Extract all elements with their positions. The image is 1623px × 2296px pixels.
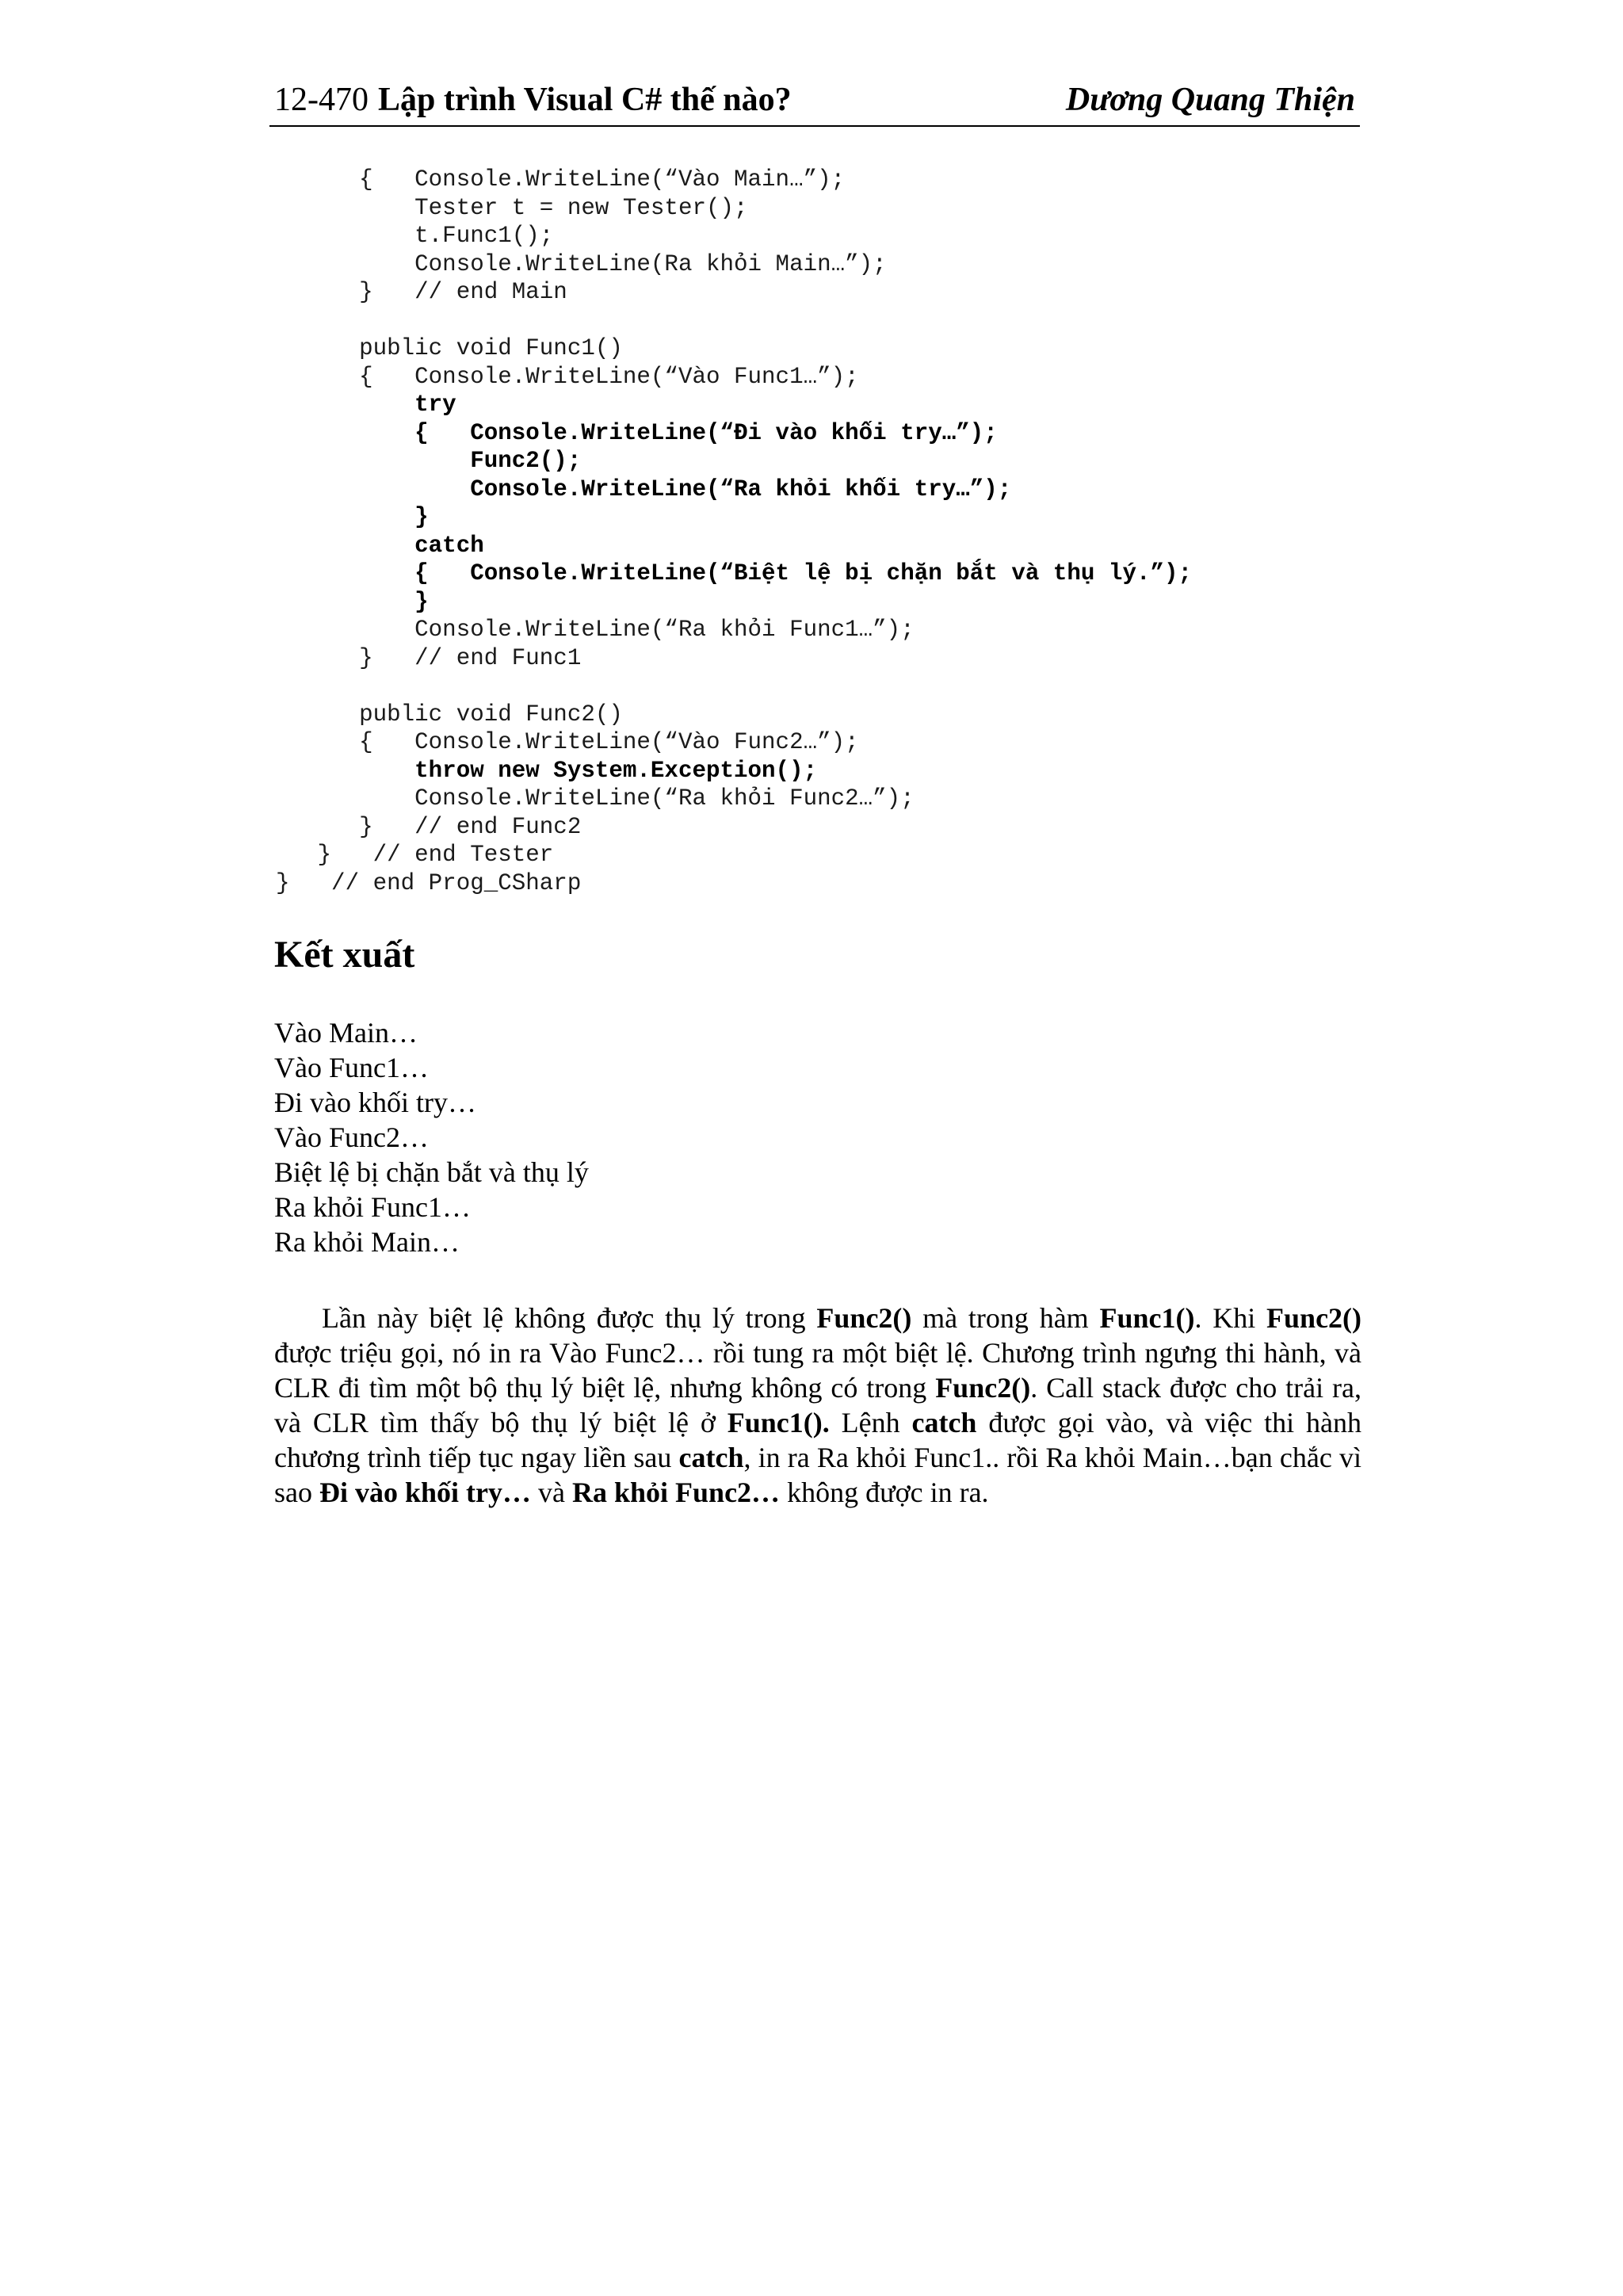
code-bold-segment: Console.WriteLine(“Ra khỏi khối try…”); xyxy=(470,476,1012,502)
output-line: Ra khỏi Main… xyxy=(274,1226,460,1258)
code-segment: } // end Prog_CSharp xyxy=(276,869,582,896)
bold-term: Ra khỏi Func2… xyxy=(572,1477,781,1508)
bold-term: Func1() xyxy=(1099,1302,1195,1334)
code-bold-segment: try xyxy=(414,392,456,418)
code-line xyxy=(276,250,1192,279)
code-segment xyxy=(276,476,470,502)
code-line xyxy=(276,672,1192,701)
code-line xyxy=(276,841,1192,869)
code-segment xyxy=(276,589,414,615)
code-bold-segment: } xyxy=(414,588,429,615)
code-segment xyxy=(276,504,414,530)
code-segment: Console.WriteLine(“Ra khỏi Func1…”); xyxy=(276,617,915,643)
code-line xyxy=(276,419,1192,448)
code-line xyxy=(276,194,1192,223)
paragraph-text: được gọi vào, và việc thi hành chương trình tiếp tục ngay liền sau xyxy=(274,1407,1362,1473)
code-segment xyxy=(276,533,414,559)
output-line: Vào Func1… xyxy=(274,1052,429,1083)
code-line xyxy=(276,644,1192,673)
paragraph-text: không được in ra. xyxy=(780,1477,989,1508)
bold-term: Đi vào khối try… xyxy=(319,1477,532,1508)
code-line xyxy=(276,334,1192,363)
code-segment xyxy=(276,758,414,784)
page-number: 12-470 xyxy=(274,82,369,118)
code-segment: Console.WriteLine(“Ra khỏi Func2…”); xyxy=(276,785,915,812)
code-line xyxy=(276,447,1192,476)
bold-term: Func1(). xyxy=(727,1407,830,1438)
code-listing xyxy=(276,166,1192,897)
code-segment: { Console.WriteLine(“Vào Main…”); xyxy=(276,166,846,193)
paragraph-text: . Khi xyxy=(1194,1302,1267,1334)
code-line xyxy=(276,813,1192,842)
paragraph-text: Lệnh xyxy=(829,1407,912,1438)
code-line xyxy=(276,166,1192,194)
code-line xyxy=(276,701,1192,729)
code-bold-segment: { Console.WriteLine(“Đi vào khối try…”); xyxy=(414,419,998,446)
code-segment: t.Func1(); xyxy=(276,223,554,249)
bold-term: catch xyxy=(911,1407,977,1438)
code-line xyxy=(276,532,1192,560)
code-segment xyxy=(276,392,414,418)
code-bold-segment: catch xyxy=(414,532,484,559)
paragraph-text: được triệu gọi, nó in ra Vào Func2… rồi tung ra một biệt lệ. Chương trình ngưng thi hành, và CLR đi tìm một bộ thụ lý biệt lệ, nhưng không có trong xyxy=(274,1337,1361,1404)
explanation-paragraph xyxy=(274,1301,1361,1510)
section-title: Kết xuất xyxy=(274,934,415,976)
code-line xyxy=(276,391,1192,419)
code-line xyxy=(276,869,1192,898)
paragraph-text: , in ra Ra khỏi Func1.. rồi Ra khỏi Main…bạn chắc vì sao xyxy=(274,1442,1361,1508)
code-segment xyxy=(276,420,414,446)
code-bold-segment: } xyxy=(414,504,429,530)
code-line xyxy=(276,728,1192,757)
code-segment xyxy=(276,560,414,586)
code-bold-segment: Func2(); xyxy=(470,448,582,474)
bold-term: Func2() xyxy=(935,1372,1031,1404)
code-segment: public void Func1() xyxy=(276,335,623,361)
code-segment: } // end Tester xyxy=(276,842,554,868)
code-line xyxy=(276,307,1192,335)
code-line xyxy=(276,503,1192,532)
code-line xyxy=(276,757,1192,785)
page-header xyxy=(269,78,1360,127)
program-output xyxy=(274,1015,589,1259)
code-segment: } // end Func1 xyxy=(276,644,582,671)
paragraph-text: Lần này biệt lệ không được thụ lý trong xyxy=(322,1302,817,1334)
bold-term: Func2() xyxy=(1266,1302,1362,1334)
code-line xyxy=(276,363,1192,392)
code-segment: public void Func2() xyxy=(276,701,623,728)
code-segment: { Console.WriteLine(“Vào Func1…”); xyxy=(276,363,859,390)
paragraph-text: mà trong hàm xyxy=(911,1302,1100,1334)
code-segment: Console.WriteLine(Ra khỏi Main…”); xyxy=(276,250,887,277)
code-segment: Tester t = new Tester(); xyxy=(276,194,748,221)
output-line: Vào Main… xyxy=(274,1017,418,1049)
code-bold-segment: throw new System.Exception(); xyxy=(414,757,818,784)
output-line: Vào Func2… xyxy=(274,1121,429,1153)
author-name: Dương Quang Thiện xyxy=(1065,82,1355,118)
code-segment: { Console.WriteLine(“Vào Func2…”); xyxy=(276,729,859,755)
output-line: Ra khỏi Func1… xyxy=(274,1191,471,1223)
paragraph-text: . Call stack được cho trải ra, và CLR tìm thấy bộ thụ lý biệt lệ ở xyxy=(274,1372,1361,1438)
code-line xyxy=(276,616,1192,644)
code-segment xyxy=(276,448,470,474)
code-line xyxy=(276,588,1192,617)
code-line xyxy=(276,278,1192,307)
code-segment: } // end Func2 xyxy=(276,813,582,840)
code-line xyxy=(276,785,1192,813)
paragraph-text: và xyxy=(531,1477,572,1508)
output-line: Biệt lệ bị chặn bắt và thụ lý xyxy=(274,1156,589,1188)
code-line xyxy=(276,222,1192,250)
bold-term: Func2() xyxy=(816,1302,912,1334)
code-bold-segment: { Console.WriteLine(“Biệt lệ bị chặn bắt và thụ lý.”); xyxy=(414,560,1193,586)
output-line: Đi vào khối try… xyxy=(274,1087,476,1118)
book-title: Lập trình Visual C# thế nào? xyxy=(378,82,792,118)
bold-term: catch xyxy=(678,1442,744,1473)
code-line xyxy=(276,476,1192,504)
header-left xyxy=(274,78,792,122)
code-line xyxy=(276,560,1192,588)
code-segment: } // end Main xyxy=(276,279,567,305)
